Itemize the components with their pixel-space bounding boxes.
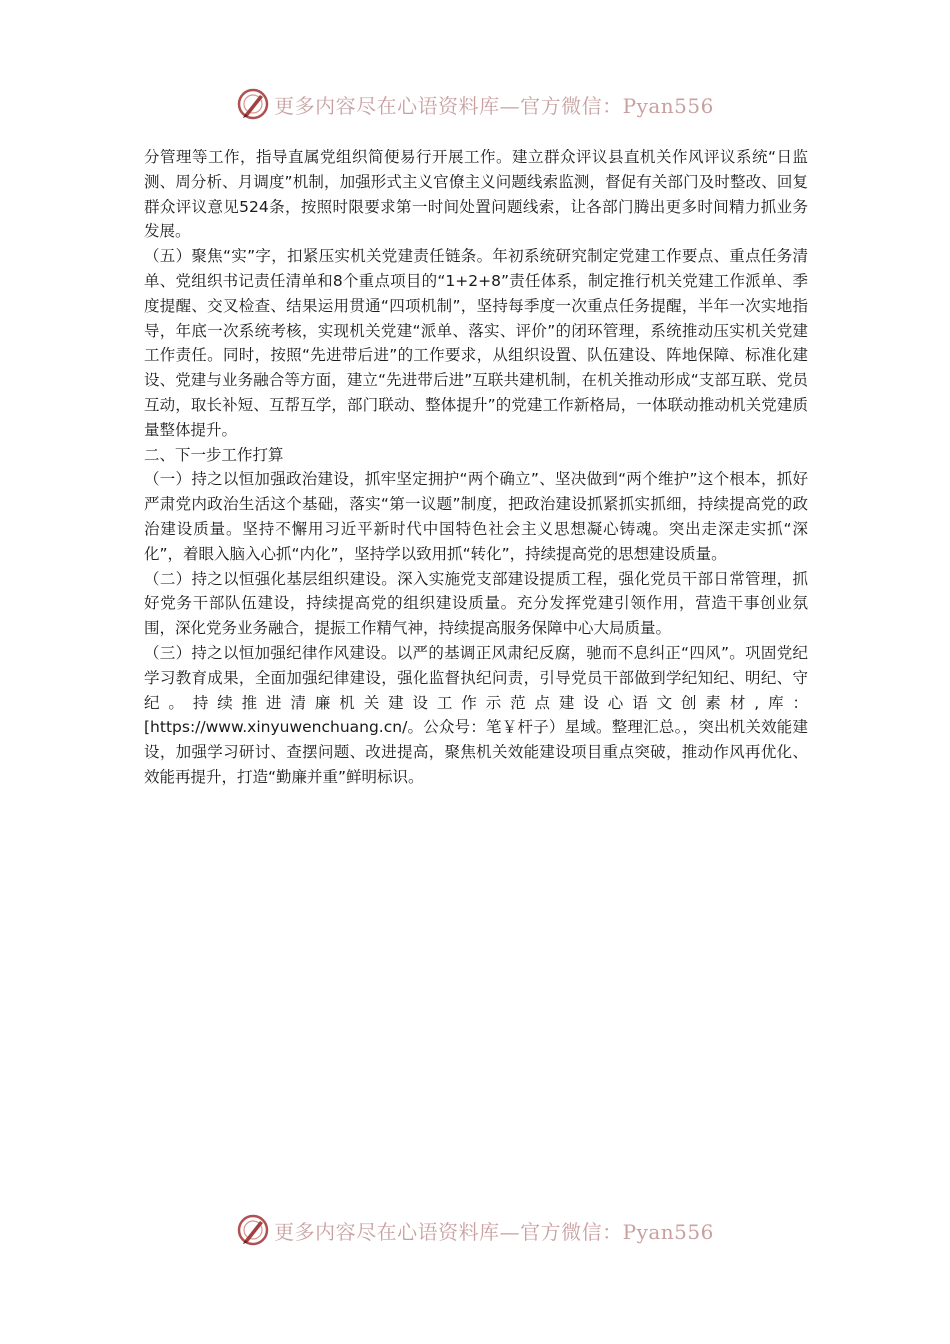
pen-logo-icon — [236, 87, 270, 121]
header-watermark-text: 更多内容尽在心语资料库—官方微信：Pyan556 — [274, 93, 714, 118]
section-heading-next-steps: 二、下一步工作打算 — [144, 445, 284, 464]
paragraph-item-5: （五）聚焦“实”字，扣紧压实机关党建责任链条。年初系统研究制定党建工作要点、重点任务清单、党组织书记责任清单和8个重点项目的“1+2+8”责任体系，制定推行机关党建工作派单、季度提醒、交叉检查、结果运用贯通“四项机制”，坚持每季度一次重点任务提醒，半年一次实地指导，年底一次系统考核，实现机关党建“派单、落实、评价”的闭环管理，系统推动压实机关党建工作责任。同时，按照“先进带后进”的工作要求，从组织设置、队伍建设、阵地保障、标准化建设、党建与业务融合等方面，建立“先进带后进”互联共建机制，在机关推动形成“支部互联、党员互动，取长补短、互帮互学，部门联动、整体提升”的党建工作新格局，一体联动推动机关党建质量整体提升。 — [144, 247, 808, 439]
paragraph-plan-1: （一）持之以恒加强政治建设，抓牢坚定拥护“两个确立”、坚决做到“两个维护”这个根本，抓好严肃党内政治生活这个基础，落实“第一议题”制度，把政治建设抓紧抓实抓细，持续提高党的政治建设质量。坚持不懈用习近平新时代中国特色社会主义思想凝心铸魂。突出走深走实抓“深化”，着眼入脑入心抓“内化”，坚持学以致用抓“转化”，持续提高党的思想建设质量。 — [144, 470, 808, 563]
footer-watermark-banner — [0, 1210, 950, 1250]
footer-watermark-text: 更多内容尽在心语资料库—官方微信：Pyan556 — [274, 1219, 714, 1244]
header-watermark-banner — [0, 84, 950, 124]
document-body — [144, 145, 808, 790]
pen-logo-icon — [236, 1213, 270, 1247]
paragraph-continued: 分管理等工作，指导直属党组织简便易行开展工作。建立群众评议县直机关作风评议系统“日监测、周分析、月调度”机制，加强形式主义官僚主义问题线索监测，督促有关部门及时整改、回复群众评议意见524条，按照时限要求第一时间处置问题线索，让各部门腾出更多时间精力抓业务发展。 — [144, 148, 808, 241]
paragraph-plan-3: （三）持之以恒加强纪律作风建设。以严的基调正风肃纪反腐，驰而不息纠正“四风”。巩固党纪学习教育成果，全面加强纪律建设，强化监督执纪问责，引导党员干部做到学纪知纪、明纪、守纪。持续推进清廉机关建设工作示范点建设心语文创素材,库：[https://www.xinyuwenchuang.cn/。公众号：笔￥杆子）星域。整理汇总。，突出机关效能建设，加强学习研讨、查摆问题、改进提高，聚焦机关效能建设项目重点突破，推动作风再优化、效能再提升，打造“勤廉并重”鲜明标识。 — [144, 643, 808, 786]
paragraph-plan-2: （二）持之以恒强化基层组织建设。深入实施党支部建设提质工程，强化党员干部日常管理，抓好党务干部队伍建设，持续提高党的组织建设质量。充分发挥党建引领作用，营造干事创业氛围，深化党务业务融合，提振工作精气神，持续提高服务保障中心大局质量。 — [144, 569, 808, 638]
